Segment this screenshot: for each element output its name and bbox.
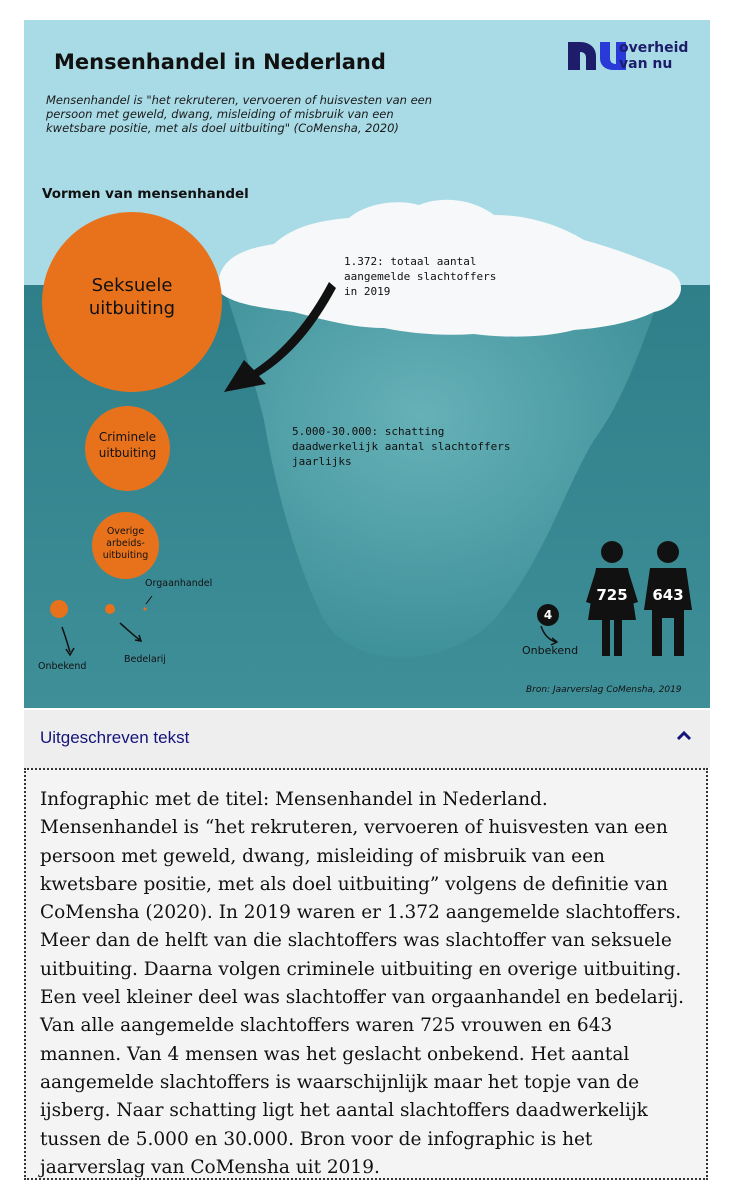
men-count: 643 xyxy=(652,586,684,604)
chevron-up-icon[interactable] xyxy=(674,726,694,746)
label-unknown-category: Onbekend xyxy=(38,661,87,672)
infographic-title: Mensenhandel in Nederland xyxy=(54,50,386,74)
label-organ-trade: Orgaanhandel xyxy=(145,578,213,589)
definition-text: Mensenhandel is "het rekruteren, vervoeren of huisvesten van een persoon met geweld, dwang, misleiding of misbruik van een kwetsbare positie, met als doel uitbuiting" (CoMensha, 2020) xyxy=(46,93,433,135)
unknown-count-badge: 4 xyxy=(537,604,559,626)
logo-text-line-2: van nu xyxy=(619,56,673,72)
estimate-text: 5.000-30.000: schatting daadwerkelijk aantal slachtoffers jaarlijks xyxy=(292,425,511,468)
infographic xyxy=(24,20,710,708)
circle-other-labour-exploitation xyxy=(92,512,159,579)
circle-sexual-exploitation xyxy=(42,212,222,392)
source-text: Bron: Jaarverslag CoMensha, 2019 xyxy=(526,685,682,695)
logo-text xyxy=(619,40,688,72)
transcript-accordion-header[interactable] xyxy=(24,710,710,768)
label-begging: Bedelarij xyxy=(124,654,166,665)
logo-text-line-1: overheid xyxy=(619,40,689,56)
circle-label: Seksuele uitbuiting xyxy=(88,275,176,319)
tip-text: 1.372: totaal aantal aangemelde slachtoffers in 2019 xyxy=(344,255,497,298)
accordion-title[interactable]: Uitgeschreven tekst xyxy=(40,728,190,747)
circle-label: Criminele uitbuiting xyxy=(98,430,157,460)
circle-criminal-exploitation xyxy=(85,406,170,491)
logo xyxy=(566,38,696,78)
forms-heading: Vormen van mensenhandel xyxy=(42,186,249,202)
circle-label: Overige arbeids-uitbuiting xyxy=(102,526,149,561)
transcript-panel xyxy=(24,768,708,1180)
unknown-gender-label: Onbekend xyxy=(522,644,579,657)
transcript-text: Infographic met de titel: Mensenhandel in Nederland. Mensenhandel is “het rekruteren, vervoeren of huisvesten van een persoon met geweld, dwang, misleiding of misbruik van een kwetsbare positie, met als doel uitbuiting” volgens de definitie van CoMensha (2020). In 2019 waren er 1.372 aangemelde slachtoffers. Meer dan de helft van die slachtoffers was slachtoffer van seksuele uitbuiting. Daarna volgen criminele uitbuiting en overige uitbuiting. Een veel kleiner deel was slachtoffer van orgaanhandel en bedelarij. Van alle aangemelde slachtoffers waren 725 vrouwen en 643 mannen. Van 4 mensen was het geslacht onbekend. Het aantal aangemelde slachtoffers is waarschijnlijk maar het topje van de ijsberg. Naar schatting ligt het aantal slachtoffers daadwerkelijk tussen de 5.000 en 30.000. Bron voor de infographic is het jaarverslag van CoMensha uit 2019. xyxy=(40,789,685,1178)
women-count: 725 xyxy=(596,586,628,604)
